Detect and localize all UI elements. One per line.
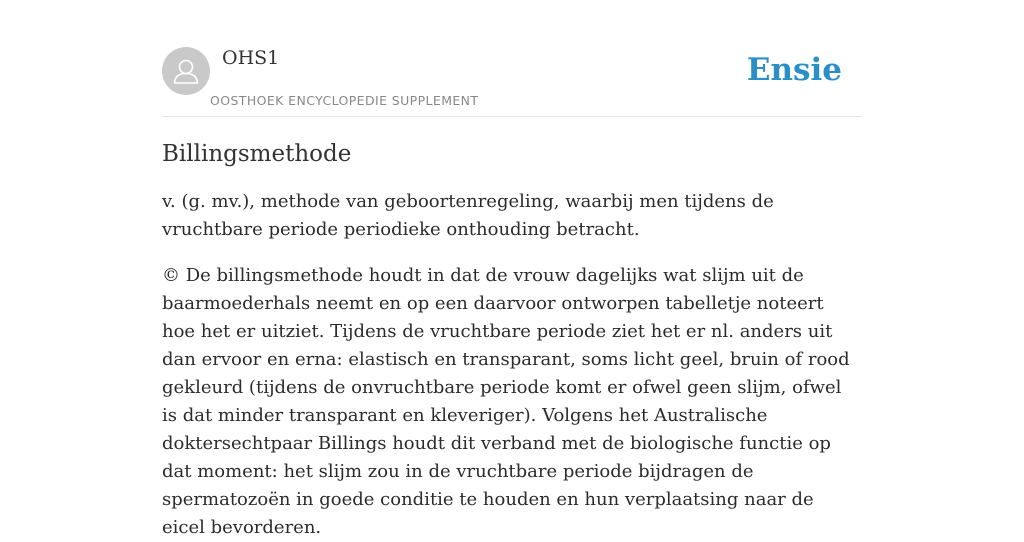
source-avatar[interactable] [162, 47, 210, 95]
article [162, 138, 862, 542]
article-paragraph: v. (g. mv.), methode van geboortenregeling, waarbij men tijdens de vruchtbare periode periodieke onthouding betracht. [162, 191, 774, 240]
article-paragraph: © De billingsmethode houdt in dat de vrouw dagelijks wat slijm uit de baarmoederhals neemt en op een daarvoor ontworpen tabelletje noteert hoe het er uitziet. Tijdens de vruchtbare periode ziet het er nl. anders uit dan ervoor en erna: elastisch en transparant, soms licht geel, bruin of rood gekleurd (tijdens de onvruchtbare periode komt er ofwel geen slijm, ofwel is dat minder transparant en kleveriger). Volgens het Australische doktersechtpaar Billings houdt dit verband met de biologische functie op dat moment: het slijm zou in de vruchtbare periode bijdragen de spermatozoën in goede conditie te houden en hun verplaatsing naar de eicel bevorderen. [162, 265, 850, 538]
source-name-link[interactable]: OHS1 [222, 47, 280, 69]
source-subtitle: OOSTHOEK ENCYCLOPEDIE SUPPLEMENT [210, 93, 479, 108]
user-icon [162, 47, 210, 95]
source-header [162, 46, 862, 117]
ensie-logo[interactable]: Ensie [746, 52, 842, 88]
article-title: Billingsmethode [162, 141, 352, 167]
